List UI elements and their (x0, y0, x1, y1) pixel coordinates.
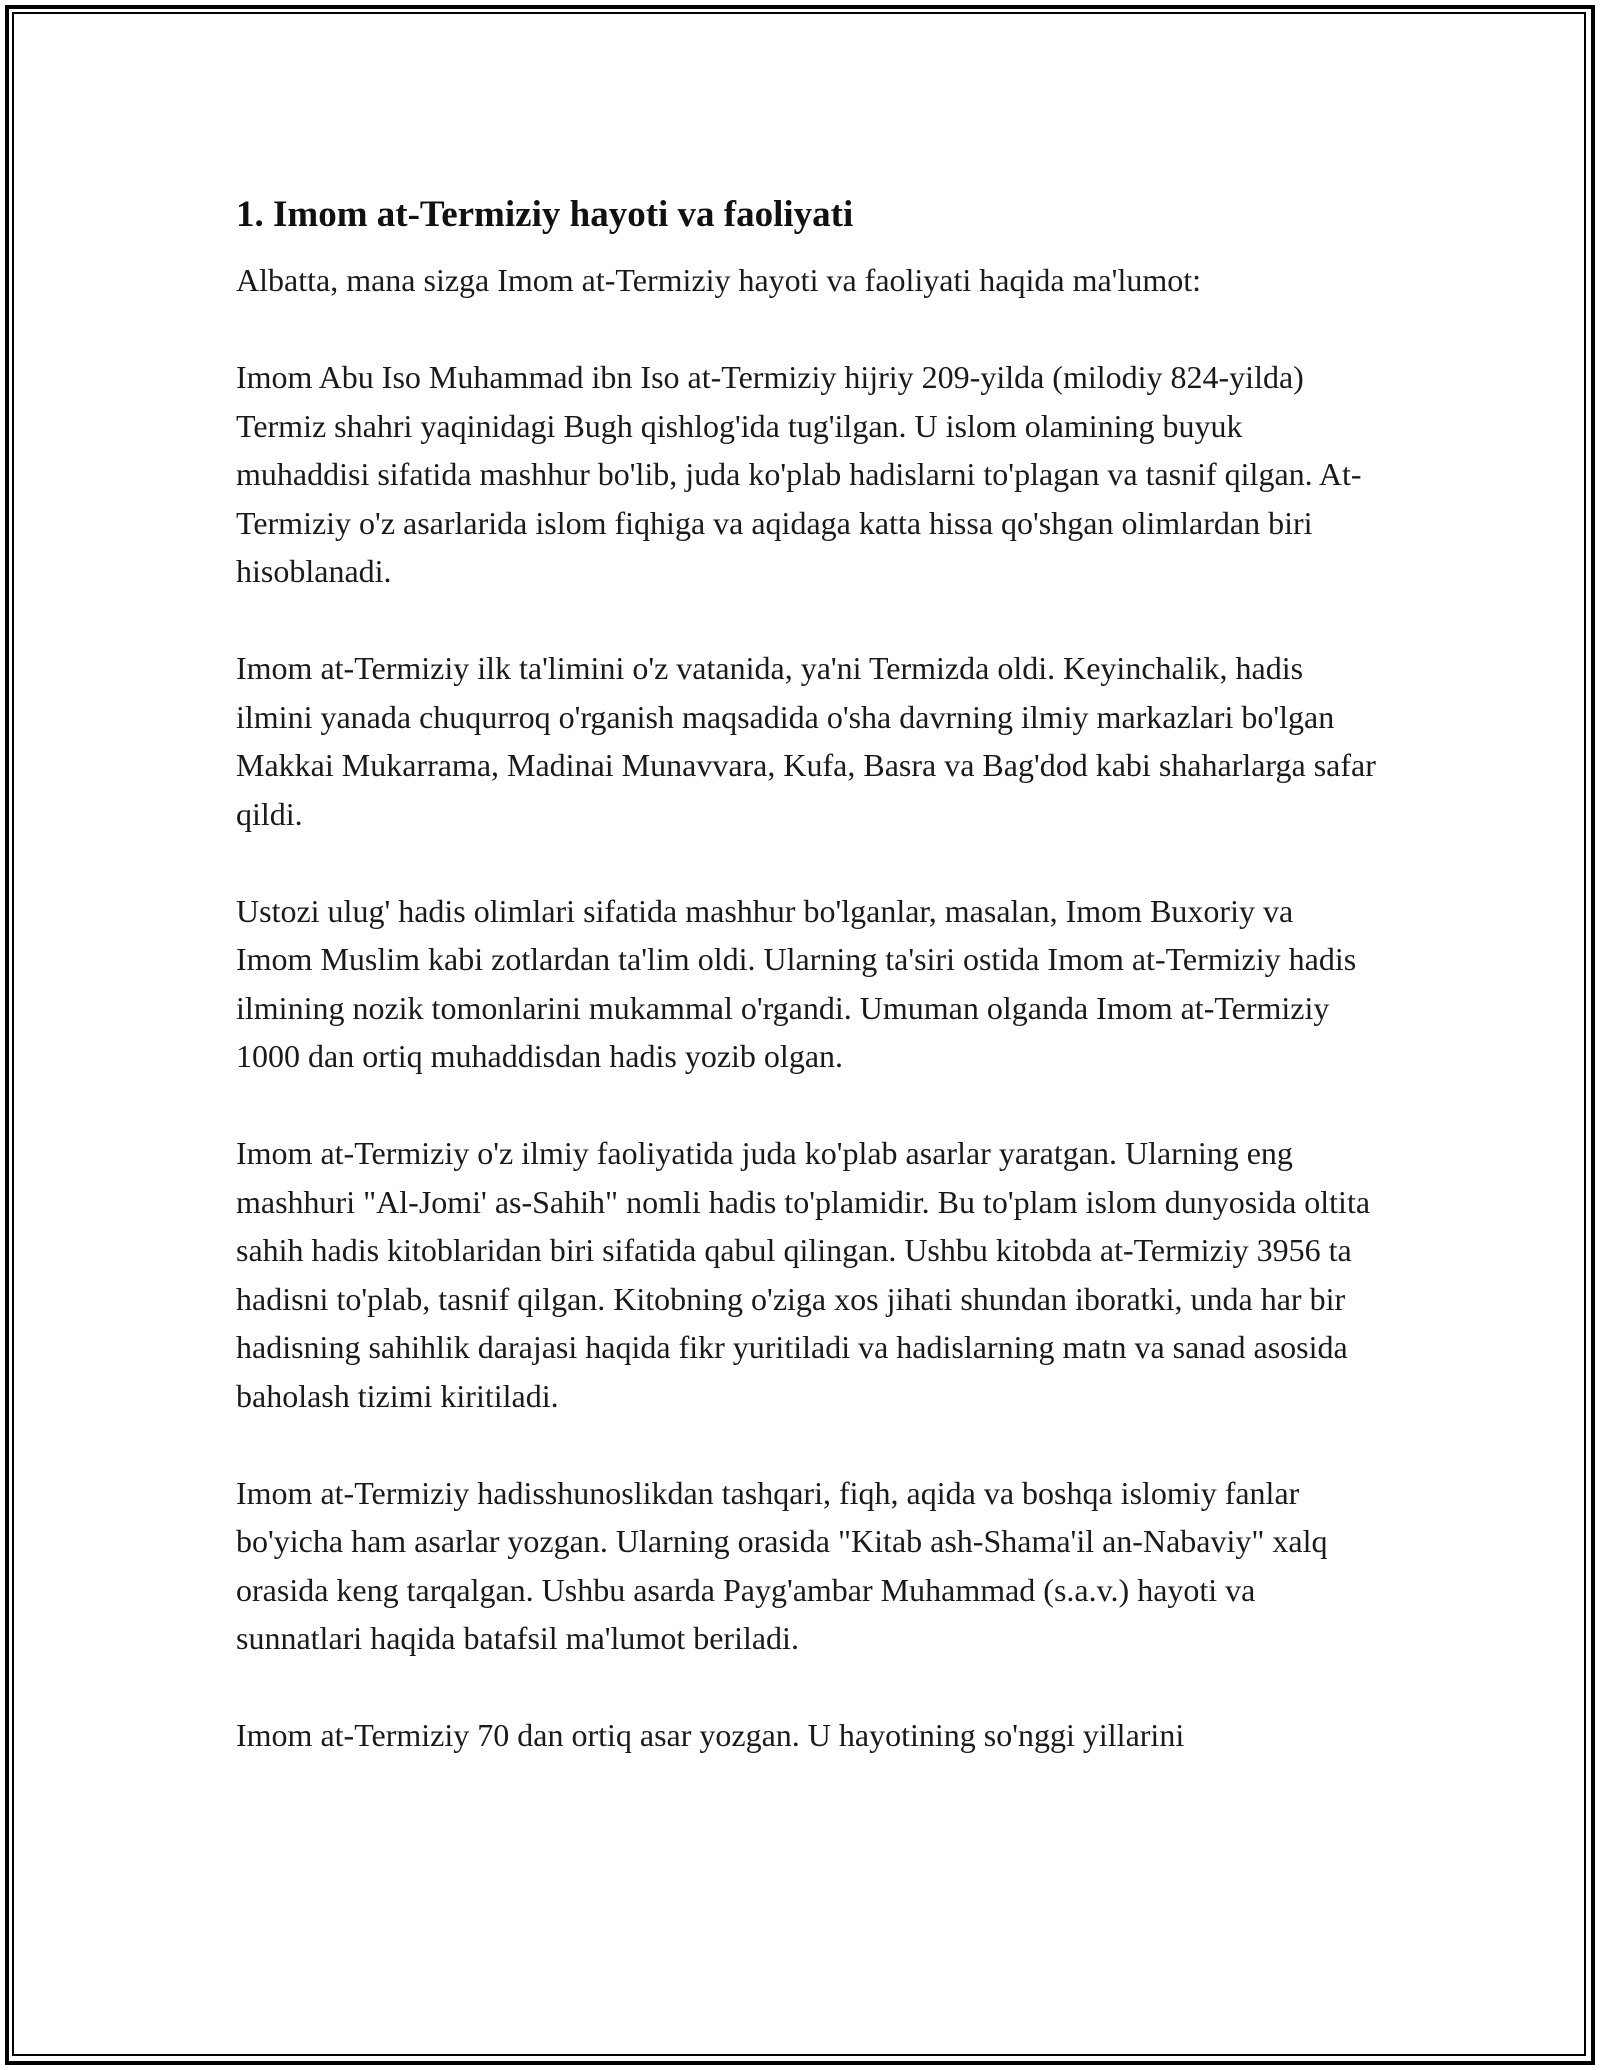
other-works-paragraph: Imom at-Termiziy hadisshunoslikdan tashqari, fiqh, aqida va boshqa islomiy fanlar bo'yicha ham asarlar yozgan. Ularning orasida "Kitab ash-Shama'il an-Nabaviy" xalq orasida keng tarqalgan. Ushbu asarda Payg'ambar Muhammad (s.a.v.) hayoti va sunnatlari haqida batafsil ma'lumot beriladi. (236, 1474, 1328, 1656)
birth-paragraph: Imom Abu Iso Muhammad ibn Iso at-Termiziy hijriy 209-yilda (milodiy 824-yilda) Termiz shahri yaqinidagi Bugh qishlog'ida tug'ilgan. U islom olamining buyuk muhaddisi sifatida mashhur bo'lib, juda ko'plab hadislarni to'plagan va tasnif qilgan. At-Termiziy o'z asarlarida islom fiqhiga va aqidaga katta hissa qo'shgan olimlardan biri hisoblanadi. (236, 359, 1362, 589)
final-paragraph: Imom at-Termiziy 70 dan ortiq asar yozgan. U hayotining so'nggi yillarini (236, 1717, 1185, 1753)
teachers-paragraph: Ustozi ulug' hadis olimlari sifatida mashhur bo'lganlar, masalan, Imom Buxoriy va Imom Muslim kabi zotlardan ta'lim oldi. Ularning ta'siri ostida Imom at-Termiziy hadis ilmining nozik tomonlarini mukammal o'rgandi. Umuman olganda Imom at-Termiziy 1000 dan ortiq muhaddisdan hadis yozib olgan. (236, 892, 1357, 1074)
intro-paragraph: Albatta, mana sizga Imom at-Termiziy hayoti va faoliyati haqida ma'lumot: (236, 262, 1201, 298)
works-paragraph: Imom at-Termiziy o'z ilmiy faoliyatida juda ko'plab asarlar yaratgan. Ularning eng mashhuri "Al-Jomi' as-Sahih" nomli hadis to'plamidir. Bu to'plam islom dunyosida oltita sahih hadis kitoblaridan biri sifatida qabul qilingan. Ushbu kitobda at-Termiziy 3956 ta hadisni to'plab, tasnif qilgan. Kitobning o'ziga xos jihati shundan iboratki, unda har bir hadisning sahihlik darajasi haqida fikr yuritiladi va hadislarning matn va sanad asosida baholash tizimi kiritiladi. (236, 1135, 1371, 1414)
document-body (236, 186, 1376, 1760)
education-paragraph: Imom at-Termiziy ilk ta'limini o'z vatanida, ya'ni Termizda oldi. Keyinchalik, hadis ilmini yanada chuqurroq o'rganish maqsadida o'sha davrning ilmiy markazlari bo'lgan Makkai Mukarrama, Madinai Munavvara, Kufa, Basra va Bag'dod kabi shaharlarga safar qildi. (236, 650, 1376, 832)
section-title: 1. Imom at-Termiziy hayoti va faoliyati (236, 194, 854, 235)
